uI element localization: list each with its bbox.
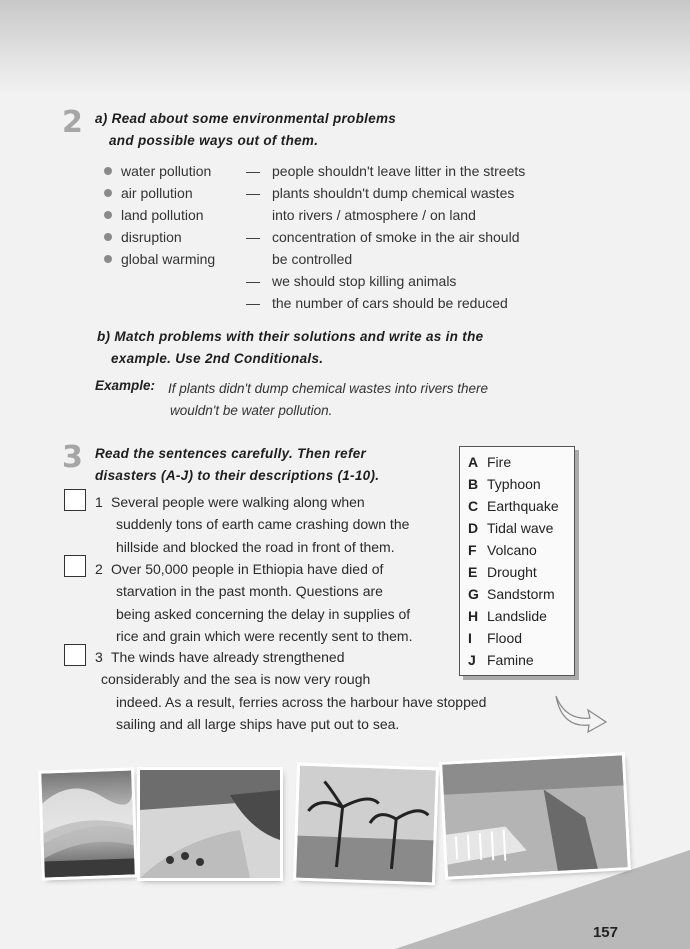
disaster-letter: B	[468, 476, 479, 492]
disaster-letter: I	[468, 630, 472, 646]
description-item-3	[95, 646, 486, 735]
section-2b-instruction	[97, 326, 483, 370]
disaster-name: Fire	[487, 454, 512, 470]
disaster-item	[468, 451, 574, 473]
answer-box-1[interactable]	[64, 489, 86, 511]
tidal-wave-photo	[41, 770, 135, 877]
next-page-arrow-icon[interactable]	[552, 690, 610, 734]
example-label: Example:	[95, 378, 156, 393]
problem-label: land pollution	[121, 207, 204, 223]
problem-item	[104, 226, 215, 248]
solutions-list	[246, 160, 525, 314]
problem-item	[104, 204, 215, 226]
problem-item	[104, 248, 215, 270]
item-line: suddenly tons of earth came crashing down the	[116, 516, 410, 533]
bullet-icon	[104, 255, 112, 263]
page-number: 157	[592, 924, 618, 941]
section-2-number: 2	[62, 105, 83, 140]
disaster-item	[468, 539, 574, 561]
solution-text: into rivers / atmosphere / on land	[272, 207, 476, 223]
example-sentence	[168, 378, 548, 422]
disaster-letter: E	[468, 564, 478, 580]
disaster-name: Sandstorm	[487, 586, 555, 602]
section-3-instruction	[95, 443, 379, 487]
bullet-icon	[104, 233, 112, 241]
disaster-letter: D	[468, 520, 479, 536]
disaster-letter: C	[468, 498, 479, 514]
item-line: indeed. As a result, ferries across the harbour have stopped	[116, 693, 487, 710]
instruction-line: Read the sentences carefully. Then refer	[95, 446, 367, 461]
problem-label: disruption	[121, 229, 182, 245]
solution-text: be controlled	[272, 251, 353, 267]
disaster-name: Typhoon	[487, 476, 541, 492]
disasters-list	[460, 447, 574, 671]
instruction-line: and possible ways out of them.	[109, 133, 319, 148]
item-line: Over 50,000 people in Ethiopia have died of	[111, 561, 384, 577]
typhoon-photo	[296, 766, 436, 883]
bullet-icon	[104, 189, 112, 197]
disasters-box	[459, 446, 575, 676]
earthquake-photo	[442, 755, 628, 876]
flood-photo	[140, 770, 280, 878]
dash-mark: —	[246, 163, 260, 179]
instruction-line: a) Read about some environmental problems	[95, 111, 397, 126]
disaster-letter: G	[468, 586, 479, 602]
solution-item	[246, 182, 525, 204]
instruction-line: b) Match problems with their solutions and write as in the	[97, 329, 484, 344]
bullet-icon	[104, 167, 112, 175]
disaster-name: Landslide	[487, 608, 547, 624]
description-item-1	[95, 491, 409, 558]
answer-box-3[interactable]	[64, 644, 86, 666]
item-line: Several people were walking along when	[111, 494, 365, 510]
section-2a-instruction	[95, 108, 396, 152]
solution-item	[246, 248, 525, 270]
item-line: The winds have already strengthened	[111, 649, 345, 665]
disaster-name: Volcano	[487, 542, 537, 558]
dash-mark: —	[246, 295, 260, 311]
description-item-2	[95, 558, 412, 647]
solution-item	[246, 226, 525, 248]
dash-mark: —	[246, 229, 260, 245]
example-line: wouldn't be water pollution.	[170, 403, 333, 418]
disaster-letter: H	[468, 608, 479, 624]
dash-mark: —	[246, 185, 260, 201]
item-line: starvation in the past month. Questions are	[116, 583, 383, 600]
disaster-name: Earthquake	[487, 498, 559, 514]
section-3-number: 3	[62, 440, 83, 475]
disaster-item	[468, 605, 574, 627]
disaster-letter: F	[468, 542, 477, 558]
disaster-item	[468, 473, 574, 495]
disaster-name: Drought	[487, 564, 537, 580]
instruction-line: disasters (A-J) to their descriptions (1-10).	[95, 468, 380, 483]
solution-item	[246, 270, 525, 292]
solution-item	[246, 204, 525, 226]
solution-text: people shouldn't leave litter in the streets	[272, 163, 526, 179]
problems-list	[104, 160, 215, 270]
disaster-item	[468, 517, 574, 539]
problem-label: air pollution	[121, 185, 193, 201]
disaster-item	[468, 583, 574, 605]
item-line: considerably and the sea is now very rough	[101, 671, 371, 688]
item-number: 1	[95, 494, 103, 510]
disaster-name: Famine	[487, 652, 534, 668]
photo-strip	[38, 760, 638, 880]
dash-mark: —	[246, 273, 260, 289]
item-line: sailing and all large ships have put out to sea.	[116, 715, 400, 732]
item-number: 3	[95, 649, 103, 665]
solution-text: plants shouldn't dump chemical wastes	[272, 185, 515, 201]
instruction-line: example. Use 2nd Conditionals.	[111, 351, 324, 366]
solution-item	[246, 160, 525, 182]
example-line: If plants didn't dump chemical wastes into rivers there	[168, 381, 488, 396]
problem-item	[104, 182, 215, 204]
disaster-item	[468, 495, 574, 517]
problem-label: water pollution	[121, 163, 212, 179]
item-number: 2	[95, 561, 103, 577]
bullet-icon	[104, 211, 112, 219]
disaster-letter: A	[468, 454, 479, 470]
solution-text: the number of cars should be reduced	[272, 295, 508, 311]
answer-box-2[interactable]	[64, 555, 86, 577]
disaster-letter: J	[468, 652, 476, 668]
solution-item	[246, 292, 525, 314]
item-line: hillside and blocked the road in front of them.	[116, 538, 395, 555]
item-line: rice and grain which were recently sent to them.	[116, 627, 413, 644]
problem-item	[104, 160, 215, 182]
disaster-name: Tidal wave	[487, 520, 554, 536]
solution-text: we should stop killing animals	[272, 273, 457, 289]
disaster-name: Flood	[487, 630, 523, 646]
solution-text: concentration of smoke in the air should	[272, 229, 520, 245]
disaster-item	[468, 561, 574, 583]
item-line: being asked concerning the delay in supplies of	[116, 605, 411, 622]
problem-label: global warming	[121, 251, 216, 267]
